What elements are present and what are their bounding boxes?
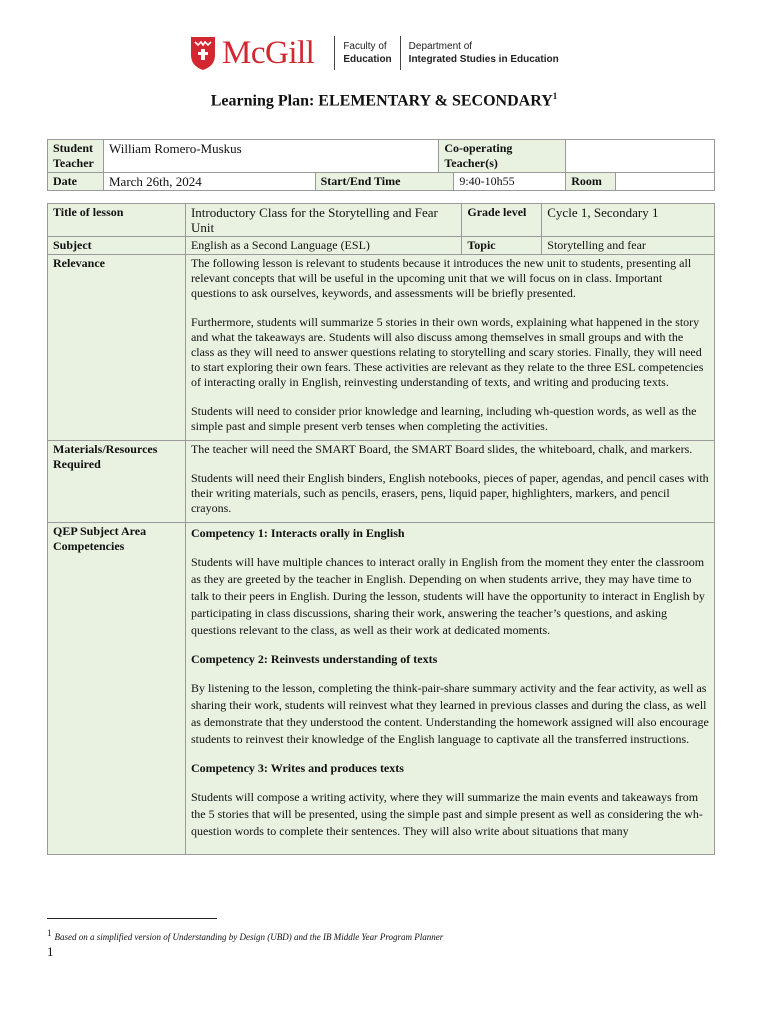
room-value — [616, 173, 715, 191]
faculty-line-1: Faculty of — [343, 41, 387, 52]
page-number: 1 — [47, 944, 54, 959]
mcgill-crest-icon — [190, 35, 216, 71]
table-row — [48, 173, 715, 191]
relevance-label: Relevance — [48, 255, 186, 441]
page-title — [0, 91, 768, 110]
grade-level-value: Cycle 1, Secondary 1 — [542, 204, 715, 237]
coop-teacher-value — [566, 140, 715, 173]
title-footnote-ref: 1 — [552, 91, 558, 101]
competency-2-text: By listening to the lesson, completing the think-pair-share summary activity and the fear activity, as well as sharing their work, students will reinvest what they learned in previous classes and during the class, as well as demonstrate that they understood the content. Understanding the homework assigned will also encourage students to reinvest their knowledge of the English language to captivate all the transferred instructions. — [190, 681, 709, 746]
brand-wordmark: McGill — [222, 34, 315, 71]
materials-paragraph-1: The teacher will need the SMART Board, the SMART Board slides, the whiteboard, chalk, and markers. — [190, 442, 693, 456]
lesson-plan-table — [47, 203, 715, 855]
footnote — [47, 928, 443, 942]
lesson-title-label: Title of lesson — [48, 204, 186, 237]
relevance-paragraph-1: The following lesson is relevant to students because it introduces the new unit to students, presenting all relevant concepts that will be useful in the upcoming unit that we will focus on in class. Important questions to ask ourselves, keywords, and assessments will be briefly presented. — [190, 256, 692, 300]
table-row — [48, 140, 715, 173]
header-divider — [400, 36, 401, 70]
topic-value: Storytelling and fear — [542, 237, 715, 255]
competency-2-title: Competency 2: Reinvests understanding of texts — [190, 652, 438, 666]
department-line-1: Department of — [408, 41, 473, 52]
lesson-title-value: Introductory Class for the Storytelling and Fear Unit — [185, 204, 461, 237]
faculty-label — [343, 40, 391, 66]
relevance-paragraph-3: Students will need to consider prior knowledge and learning, including wh-question words, as well as the simple past and simple present verb tenses when completing the activities. — [190, 404, 697, 433]
subject-value: English as a Second Language (ESL) — [185, 237, 461, 255]
page-header — [190, 30, 559, 76]
header-divider — [334, 36, 335, 70]
student-teacher-value: William Romero-Muskus — [103, 140, 438, 173]
date-label: Date — [48, 173, 104, 191]
competency-3-title: Competency 3: Writes and produces texts — [190, 761, 404, 775]
competency-1-text: Students will have multiple chances to interact orally in English from the moment they enter the classroom as they are greeted by the teacher in English. Depending on when students arrive, they may have time to talk to their peers in English. During the lesson, students will have the opportunity to interact in English by participating in class discussions, sharing their work, answering the teacher’s questions, and asking questions relevant to the class, as well as their work at dedicated moments. — [190, 555, 705, 637]
info-table — [47, 139, 715, 191]
materials-label: Materials/Resources Required — [48, 441, 186, 523]
subject-label: Subject — [48, 237, 186, 255]
date-value: March 26th, 2024 — [103, 173, 315, 191]
room-label: Room — [566, 173, 616, 191]
faculty-line-2: Education — [343, 54, 392, 65]
materials-content — [185, 441, 714, 523]
topic-label: Topic — [462, 237, 542, 255]
relevance-content — [185, 255, 714, 441]
table-row — [48, 255, 715, 441]
coop-teacher-label: Co-operating Teacher(s) — [439, 140, 566, 173]
student-teacher-label: Student Teacher — [48, 140, 104, 173]
qep-content — [185, 523, 714, 855]
relevance-paragraph-2: Furthermore, students will summarize 5 stories in their own words, explaining what happened in the story and what the takeaways are. Students will also discuss among themselves in small groups and with the class as they will need to answer questions relating to storytelling and scary stories. Finally, they will need to start exploring their own fears. These activities are relevant as they relate to the three ESL competencies of interacting orally in English, reinvesting understanding of texts, and writing and producing texts. — [190, 315, 704, 389]
page-title-text: Learning Plan: ELEMENTARY & SECONDARY — [210, 92, 553, 110]
table-row — [48, 204, 715, 237]
footnote-separator — [47, 918, 217, 919]
department-line-2: Integrated Studies in Education — [408, 54, 559, 65]
competency-1-title: Competency 1: Interacts orally in English — [190, 526, 405, 540]
qep-label: QEP Subject Area Competencies — [48, 523, 186, 855]
department-label — [409, 40, 559, 66]
time-label: Start/End Time — [315, 173, 454, 191]
time-value: 9:40-10h55 — [454, 173, 566, 191]
footnote-text: Based on a simplified version of Understanding by Design (UBD) and the IB Middle Year Program Planner — [54, 932, 444, 942]
materials-paragraph-2: Students will need their English binders, English notebooks, pieces of paper, agendas, and pencil cases with their writing materials, such as pencils, erasers, pens, liquid paper, highlighters, markers, and pencil crayons. — [190, 471, 709, 515]
footnote-number: 1 — [47, 928, 52, 938]
table-row — [48, 237, 715, 255]
table-row — [48, 441, 715, 523]
table-row — [48, 523, 715, 855]
competency-3-text: Students will compose a writing activity, where they will summarize the main events and takeaways from the 5 stories that will be presented, using the simple past and simple present as well as considering the wh-question words to complete their sentences. They will also write about situations that many — [190, 790, 703, 838]
grade-level-label: Grade level — [462, 204, 542, 237]
